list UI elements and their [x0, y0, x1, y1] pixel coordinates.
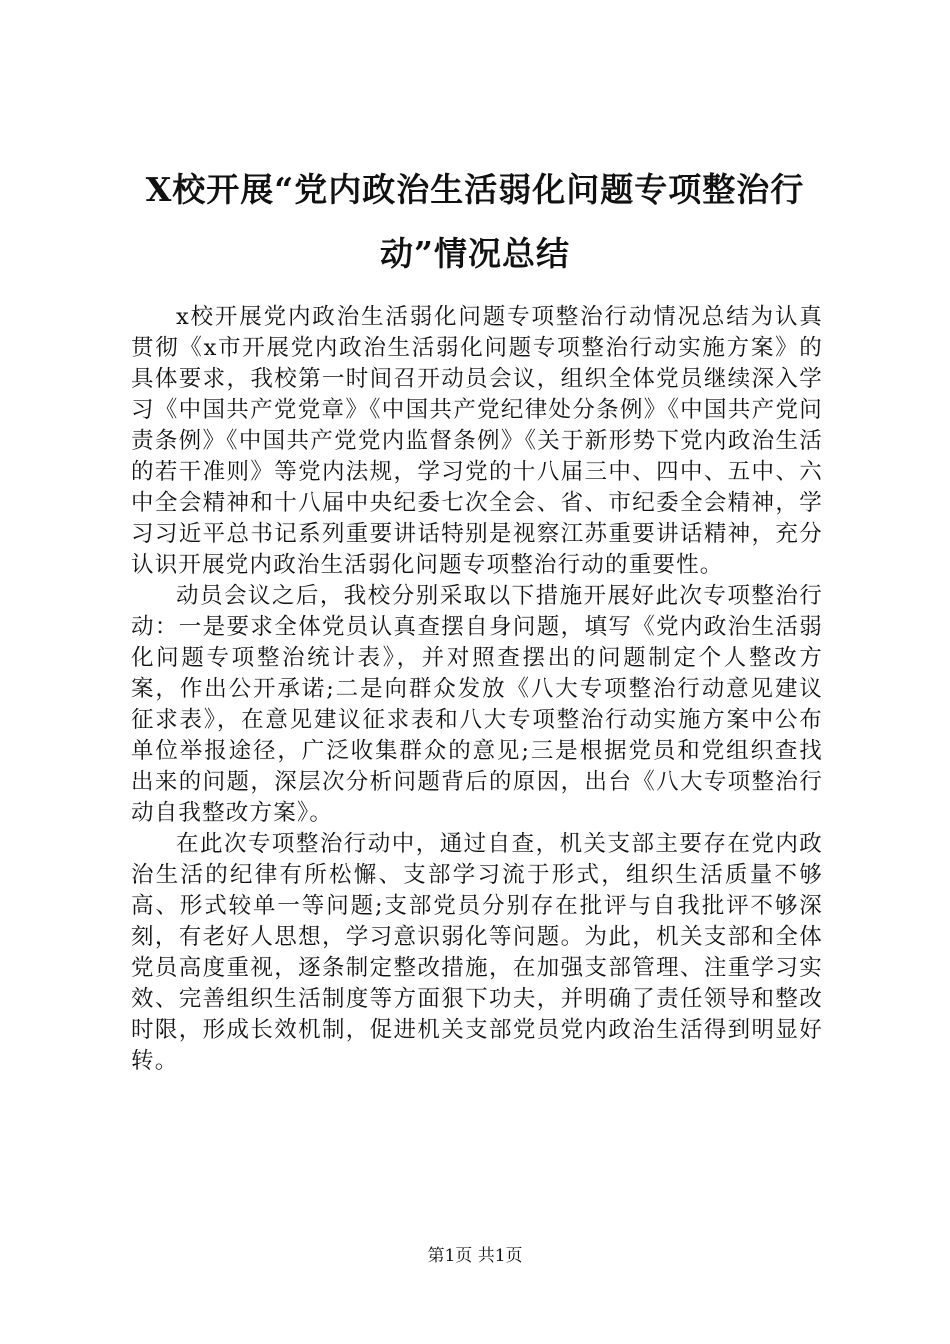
document-body — [131, 302, 823, 1077]
body-paragraph-2: 动员会议之后，我校分别采取以下措施开展好此次专项整治行动：一是要求全体党员认真查摆自身问题，填写《党内政治生活弱化问题专项整治统计表》，并对照查摆出的问题制定个人整改方案，作出公开承诺;二是向群众发放《八大专项整治行动意见建议征求表》，在意见建议征求表和八大专项整治行动实施方案中公布单位举报途径，广泛收集群众的意见;三是根据党员和党组织查找出来的问题，深层次分析问题背后的原因，出台《八大专项整治行动自我整改方案》。 — [131, 583, 823, 826]
body-paragraph-3: 在此次专项整治行动中，通过自查，机关支部主要存在党内政治生活的纪律有所松懈、支部学习流于形式，组织生活质量不够高、形式较单一等问题;支部党员分别存在批评与自我批评不够深刻，有老好人思想，学习意识弱化等问题。为此，机关支部和全体党员高度重视，逐条制定整改措施，在加强支部管理、注重学习实效、完善组织生活制度等方面狠下功夫，并明确了责任领导和整改时限，形成长效机制，促进机关支部党员党内政治生活得到明显好转。 — [131, 831, 823, 1074]
title-line-2: 动”情况总结 — [380, 234, 570, 273]
document-title — [100, 158, 850, 286]
page-footer — [0, 1246, 950, 1266]
body-paragraph-1: x校开展党内政治生活弱化问题专项整治行动情况总结为认真贯彻《x市开展党内政治生活弱化问题专项整治行动实施方案》的具体要求，我校第一时间召开动员会议，组织全体党员继续深入学习《中国共产党党章》《中国共产党纪律处分条例》《中国共产党问责条例》《中国共产党党内监督条例》《关于新形势下党内政治生活的若干准则》等党内法规，学习党的十八届三中、四中、五中、六中全会精神和十八届中央纪委七次全会、省、市纪委全会精神，学习习近平总书记系列重要讲话特别是视察江苏重要讲话精神，充分认识开展党内政治生活弱化问题专项整治行动的重要性。 — [131, 304, 823, 578]
title-line-1: X校开展“党内政治生活弱化问题专项整治行 — [145, 170, 805, 209]
page-number: 第1页 共1页 — [427, 1246, 523, 1266]
